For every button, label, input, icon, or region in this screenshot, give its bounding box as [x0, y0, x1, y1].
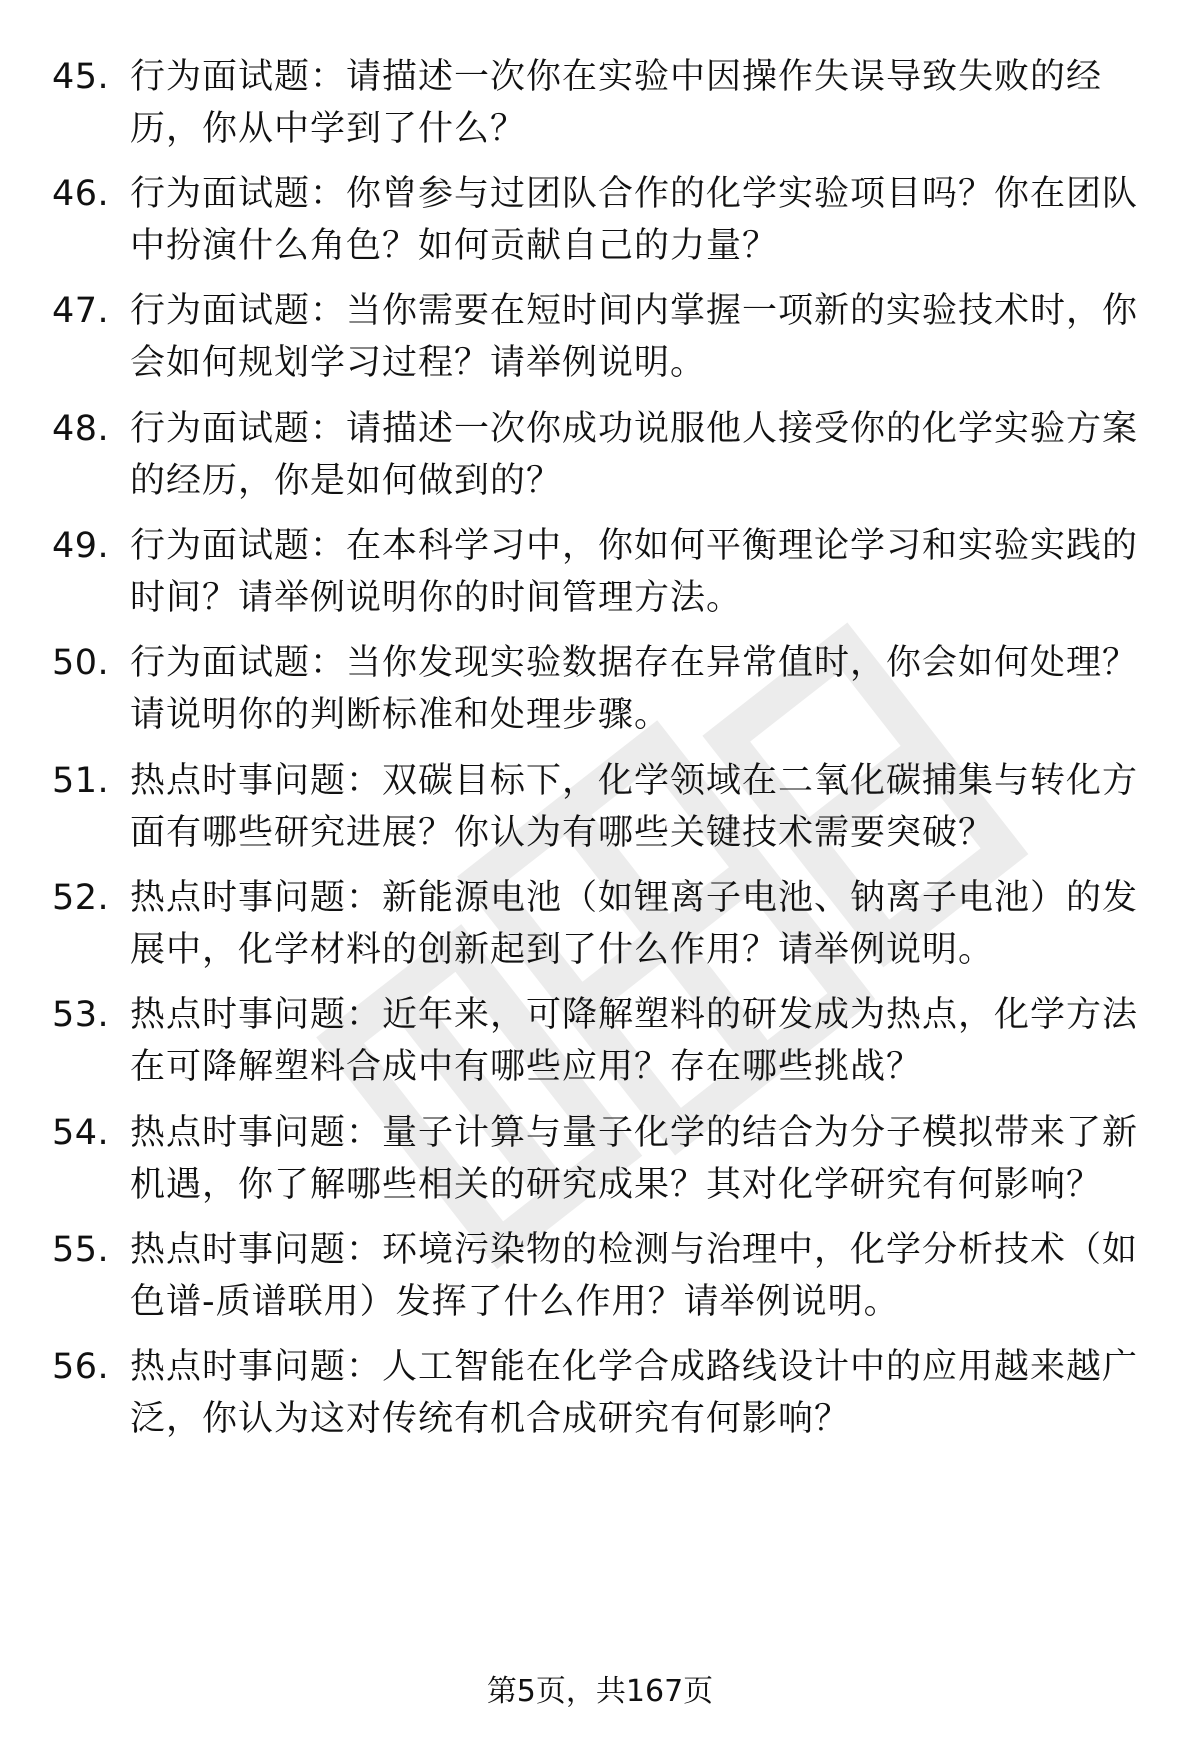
question-text: 行为面试题：当你发现实验数据存在异常值时，你会如何处理？请说明你的判断标准和处理步骤。	[130, 643, 1139, 735]
question-number: 54.	[52, 1113, 110, 1153]
question-number: 56.	[52, 1347, 110, 1387]
question-text: 行为面试题：请描述一次你在实验中因操作失误导致失败的经历，你从中学到了什么？	[130, 57, 1103, 149]
question-number: 48.	[52, 409, 110, 449]
question-text: 行为面试题：你曾参与过团队合作的化学实验项目吗？你在团队中扮演什么角色？如何贡献自己的力量？	[130, 174, 1139, 266]
question-text: 行为面试题：在本科学习中，你如何平衡理论学习和实验实践的时间？请举例说明你的时间管理方法。	[130, 526, 1139, 618]
question-text: 热点时事问题：环境污染物的检测与治理中，化学分析技术（如色谱-质谱联用）发挥了什么作用？请举例说明。	[130, 1230, 1139, 1322]
question-number: 50.	[52, 643, 110, 683]
question-number: 49.	[52, 526, 110, 566]
page-number-footer: 第5页，共167页	[486, 1674, 714, 1709]
question-text: 热点时事问题：双碳目标下，化学领域在二氧化碳捕集与转化方面有哪些研究进展？你认为有哪些关键技术需要突破？	[130, 761, 1139, 853]
question-number: 52.	[52, 878, 110, 918]
question-number: 51.	[52, 761, 110, 801]
question-number: 47.	[52, 291, 110, 331]
question-text: 热点时事问题：新能源电池（如锂离子电池、钠离子电池）的发展中，化学材料的创新起到了什么作用？请举例说明。	[130, 878, 1139, 970]
question-number: 45.	[52, 57, 110, 97]
question-number: 46.	[52, 174, 110, 214]
question-text: 热点时事问题：量子计算与量子化学的结合为分子模拟带来了新机遇，你了解哪些相关的研究成果？其对化学研究有何影响？	[130, 1113, 1139, 1205]
question-text: 行为面试题：请描述一次你成功说服他人接受你的化学实验方案的经历，你是如何做到的？	[130, 409, 1139, 501]
question-number: 55.	[52, 1230, 110, 1270]
question-text: 热点时事问题：近年来，可降解塑料的研发成为热点，化学方法在可降解塑料合成中有哪些应用？存在哪些挑战？	[130, 995, 1139, 1087]
question-text: 热点时事问题：人工智能在化学合成路线设计中的应用越来越广泛，你认为这对传统有机合成研究有何影响？	[130, 1347, 1139, 1439]
question-text: 行为面试题：当你需要在短时间内掌握一项新的实验技术时，你会如何规划学习过程？请举例说明。	[130, 291, 1139, 383]
question-number: 53.	[52, 995, 110, 1035]
